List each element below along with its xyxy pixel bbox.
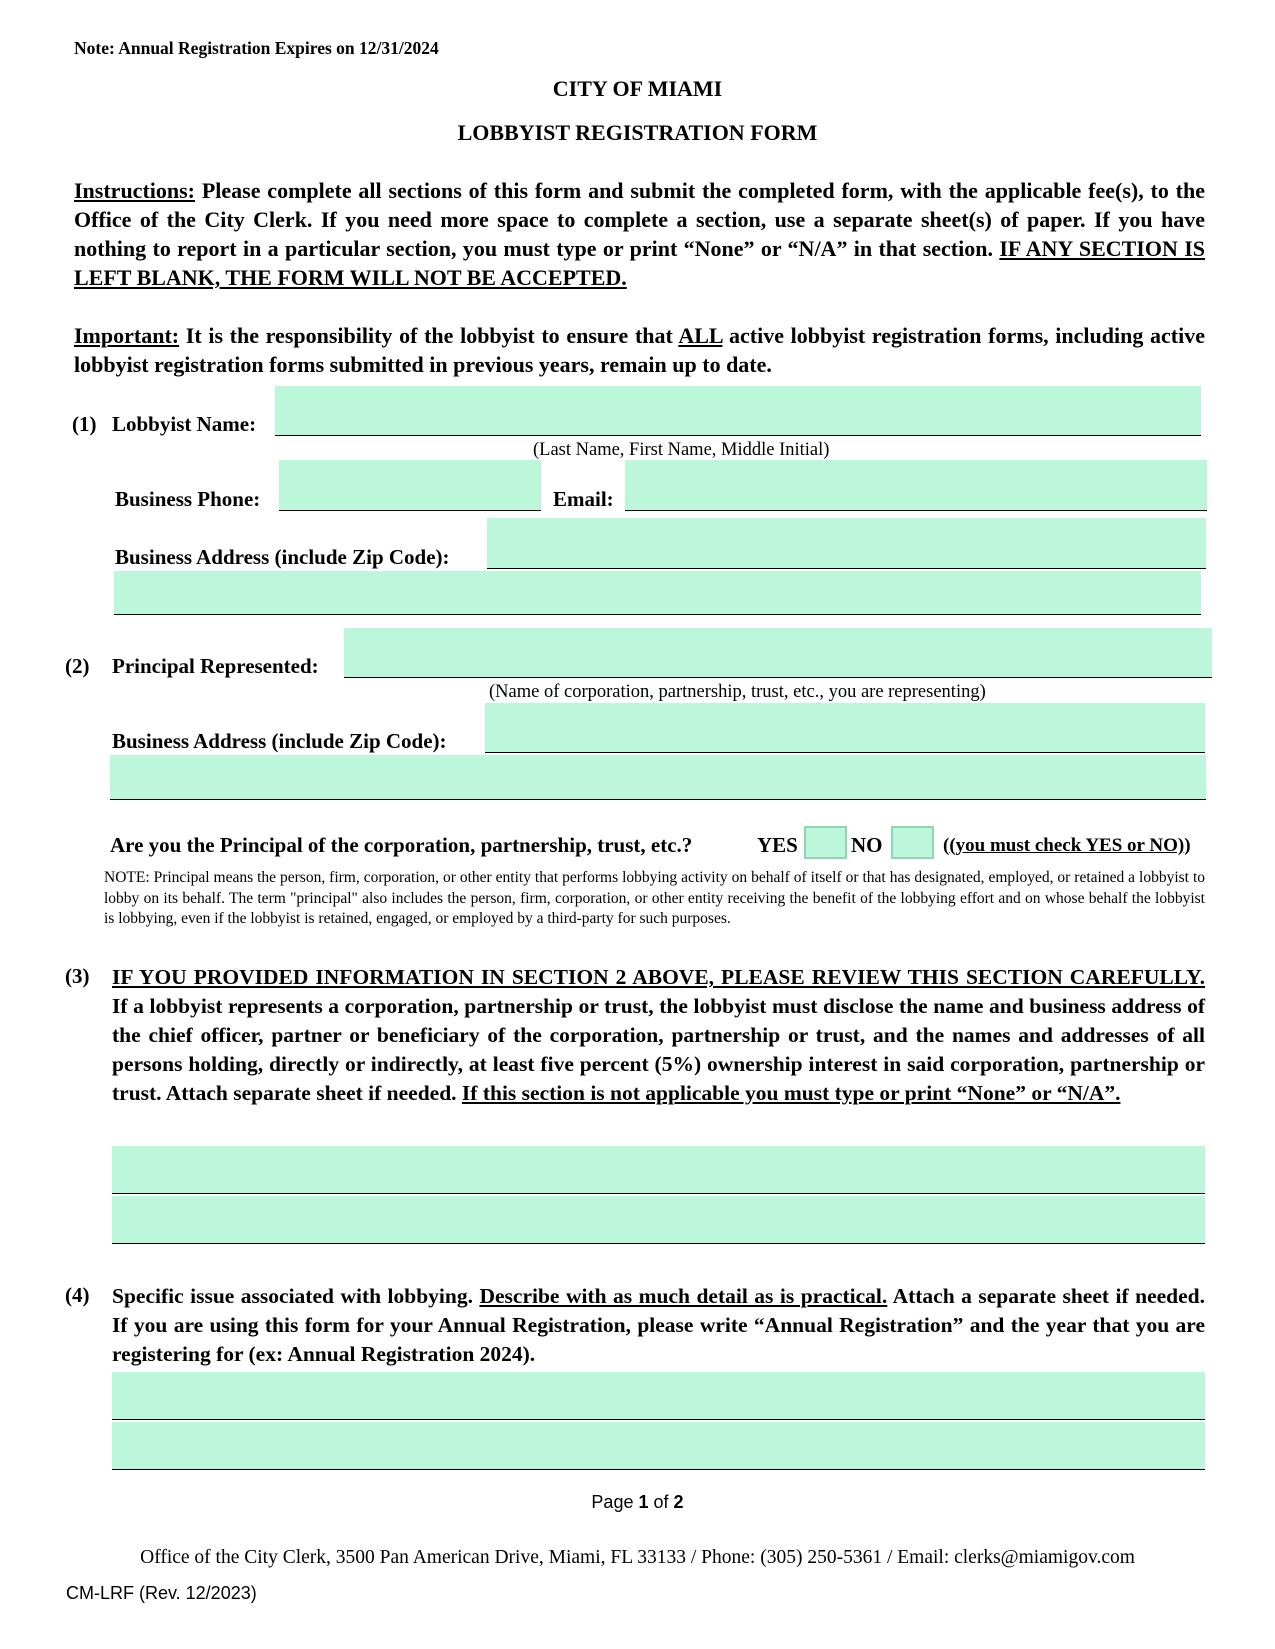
page-number-of: of: [653, 1492, 669, 1512]
business-phone-label: Business Phone:: [115, 487, 261, 511]
business-phone-field[interactable]: [279, 460, 541, 511]
section3-number: (3): [65, 964, 90, 988]
important-paragraph: [74, 321, 1205, 379]
principal-business-address-label: Business Address (include Zip Code):: [112, 729, 447, 753]
business-address-line1-field[interactable]: [487, 518, 1206, 569]
business-address-line2-field[interactable]: [114, 571, 1201, 615]
registration-expiry-note: Note: Annual Registration Expires on 12/31/2024: [74, 38, 439, 58]
section4-line2-field[interactable]: [112, 1422, 1205, 1470]
instructions-warning: IF ANY SECTION IS LEFT BLANK, THE FORM WILL NOT BE ACCEPTED.: [74, 236, 1206, 290]
section4-line1-field[interactable]: [112, 1372, 1205, 1420]
form-subtitle: LOBBYIST REGISTRATION FORM: [457, 120, 818, 145]
principal-business-address-line2-field[interactable]: [110, 755, 1206, 800]
email-label: Email:: [553, 487, 614, 511]
section3-line1-field[interactable]: [112, 1146, 1205, 1194]
section3-text: If a lobbyist represents a corporation, partnership or trust, the lobbyist must disclose the name and business address of the chief officer, partner or beneficiary of the corporation, partnership or trust, and the names and addresses of all persons holding, directly or indirectly, at least five percent (5%) ownership interest in said corporation, partnership or trust. Attach separate sheet if needed.: [112, 994, 1205, 1105]
page-number-total: 2: [673, 1492, 684, 1512]
must-check-text: (you must check YES or NO): [949, 835, 1185, 856]
section3-line2-field[interactable]: [112, 1196, 1205, 1244]
important-label: Important:: [74, 323, 180, 348]
form-code: CM-LRF (Rev. 12/2023): [66, 1583, 257, 1603]
page-number: [0, 1492, 1275, 1513]
section2-number: (2): [65, 654, 90, 678]
section4-paragraph: [112, 1282, 1205, 1369]
section4-number: (4): [65, 1283, 90, 1307]
important-text-before: It is the responsibility of the lobbyist to ensure that: [185, 323, 673, 348]
section3-heading: IF YOU PROVIDED INFORMATION IN SECTION 2 ABOVE, PLEASE REVIEW THIS SECTION CAREFULLY.: [112, 965, 1205, 989]
instructions-paragraph: [74, 176, 1205, 292]
section3-paragraph: [112, 963, 1205, 1108]
principal-business-address-line1-field[interactable]: [485, 703, 1205, 753]
instructions-text: Please complete all sections of this form and submit the completed form, with the applicable fee(s), to the Office of the City Clerk. If you need more space to complete a section, use a separate sheet(s) of paper. If you have nothing to report in a particular section, you must type or print “None” or “N/A” in that section.: [74, 178, 1206, 261]
important-emphasis: ALL: [678, 323, 723, 348]
business-address-label: Business Address (include Zip Code):: [115, 545, 450, 569]
section1-number: (1): [72, 412, 97, 436]
must-check-note: ((you must check YES or NO)): [943, 835, 1191, 856]
principal-represented-label: Principal Represented:: [112, 654, 319, 678]
section4-emphasis: Describe with as much detail as is practical.: [479, 1284, 888, 1308]
principal-definition-note: NOTE: Principal means the person, firm, corporation, or other entity that performs lobbying activity on behalf of itself or that has designated, employed, or retained a lobbyist to lobby on its behalf. The term "principal" also includes the person, firm, corporation, or other entity receiving the benefit of the lobbying effort and on whose behalf the lobbyist is lobbying, even if the lobbyist is retained, engaged, or employed by a third-party for such purposes.: [104, 869, 1205, 927]
important-text-after: active lobbyist registration forms, including active lobbyist registration forms submitted in previous years, remain up to date.: [74, 323, 1205, 377]
lobbyist-name-label: Lobbyist Name:: [112, 412, 257, 436]
page-number-prefix: Page: [591, 1492, 634, 1512]
lobbyist-name-field[interactable]: [275, 386, 1201, 436]
email-field[interactable]: [625, 460, 1207, 511]
page-title: CITY OF MIAMI: [552, 76, 723, 101]
section4-text-after: Attach a separate sheet if needed. If you are using this form for your Annual Registration, please write “Annual Registration” and the year that you are registering for (ex: Annual Registration 2024).: [112, 1284, 1205, 1366]
instructions-label: Instructions:: [74, 178, 196, 203]
principal-question: Are you the Principal of the corporation, partnership, trust, etc.?: [110, 833, 693, 857]
section4-text-before: Specific issue associated with lobbying.: [112, 1284, 473, 1308]
principal-represented-field[interactable]: [344, 628, 1212, 678]
lobbyist-name-hint: (Last Name, First Name, Middle Initial): [533, 440, 830, 460]
section3-emphasis: If this section is not applicable you must type or print “None” or “N/A”.: [461, 1081, 1121, 1105]
principal-represented-hint: (Name of corporation, partnership, trust, etc., you are representing): [489, 682, 986, 702]
yes-checkbox[interactable]: [804, 826, 847, 859]
page-number-current: 1: [638, 1492, 649, 1512]
yes-label: YES: [757, 833, 798, 857]
office-contact-footer: Office of the City Clerk, 3500 Pan American Drive, Miami, FL 33133 / Phone: (305) 250-5361 / Email: clerks@miamigov.com: [140, 1547, 1135, 1568]
no-label: NO: [851, 833, 883, 857]
no-checkbox[interactable]: [891, 826, 934, 859]
